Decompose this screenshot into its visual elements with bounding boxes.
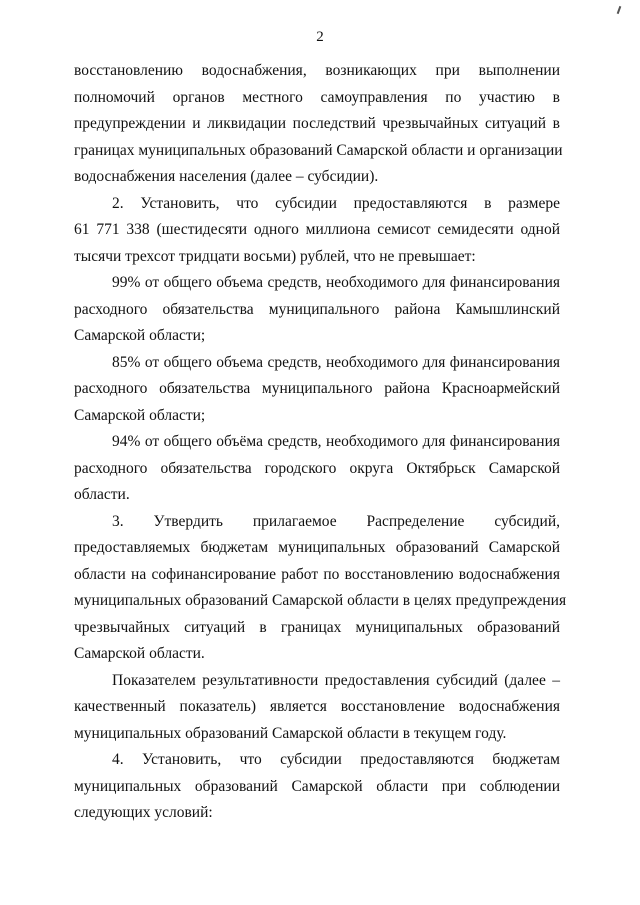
text-line: восстановлению водоснабжения, возникающих при выполнении xyxy=(74,62,560,79)
text-line: качественный показатель) является восстановление водоснабжения xyxy=(74,698,560,715)
text-line: расходного обязательства городского округа Октябрьск Самарской xyxy=(74,459,560,477)
text-line: 4. Установить, что субсидии предоставляются бюджетам xyxy=(112,751,560,768)
document-body xyxy=(74,58,567,827)
text-line: 2. Установить, что субсидии предоставляются в размере xyxy=(112,194,560,212)
paragraph-p8 xyxy=(74,747,560,827)
page-number: 2 xyxy=(316,29,324,45)
paragraph-p2 xyxy=(74,191,560,271)
paragraph-p4 xyxy=(74,350,560,430)
text-line: 99% от общего объема средств, необходимого для финансирования xyxy=(112,274,560,291)
text-line: предупреждении и ликвидации последствий чрезвычайных ситуаций в xyxy=(74,115,560,132)
paragraph-p3 xyxy=(74,270,560,350)
text-line: предоставляемых бюджетам муниципальных образований Самарской xyxy=(74,539,560,556)
text-line: 94% от общего объёма средств, необходимого для финансирования xyxy=(112,433,560,450)
text-line: расходного обязательства муниципального района Камышлинский xyxy=(74,300,560,318)
text-line: Самарской области. xyxy=(74,645,205,662)
text-line: Самарской области; xyxy=(74,327,206,344)
text-line: границах муниципальных образований Самарской области и организации xyxy=(74,141,563,159)
text-line: 85% от общего объема средств, необходимого для финансирования xyxy=(112,353,560,371)
scan-mark xyxy=(617,6,622,14)
text-line: Показателем результативности предоставления субсидий (далее – xyxy=(112,671,560,689)
text-line: 3. Утвердить прилагаемое Распределение субсидий, xyxy=(112,512,560,530)
text-line: расходного обязательства муниципального района Красноармейский xyxy=(74,380,560,397)
text-line: области. xyxy=(74,486,130,503)
text-line: муниципальных образований Самарской области при соблюдении xyxy=(74,777,560,795)
text-line: следующих условий: xyxy=(74,804,213,821)
text-line: полномочий органов местного самоуправления по участию в xyxy=(74,88,560,106)
text-line: чрезвычайных ситуаций в границах муниципальных образований xyxy=(74,618,560,636)
text-line: Самарской области; xyxy=(74,406,206,424)
text-line: муниципальных образований Самарской области в текущем году. xyxy=(74,724,507,742)
paragraph-p7 xyxy=(74,668,560,748)
text-line: муниципальных образований Самарской области в целях предупреждения xyxy=(74,592,567,609)
text-line: тысячи трехсот тридцати восьми) рублей, что не превышает: xyxy=(74,247,476,265)
paragraph-p1 xyxy=(74,58,563,191)
text-line: 61 771 338 (шестидесяти одного миллиона семисот семидесяти одной xyxy=(74,221,560,238)
paragraph-p5 xyxy=(74,429,560,509)
text-line: водоснабжения населения (далее – субсидии). xyxy=(74,168,379,185)
paragraph-p6 xyxy=(74,509,567,668)
text-line: области на софинансирование работ по восстановлению водоснабжения xyxy=(74,565,560,583)
